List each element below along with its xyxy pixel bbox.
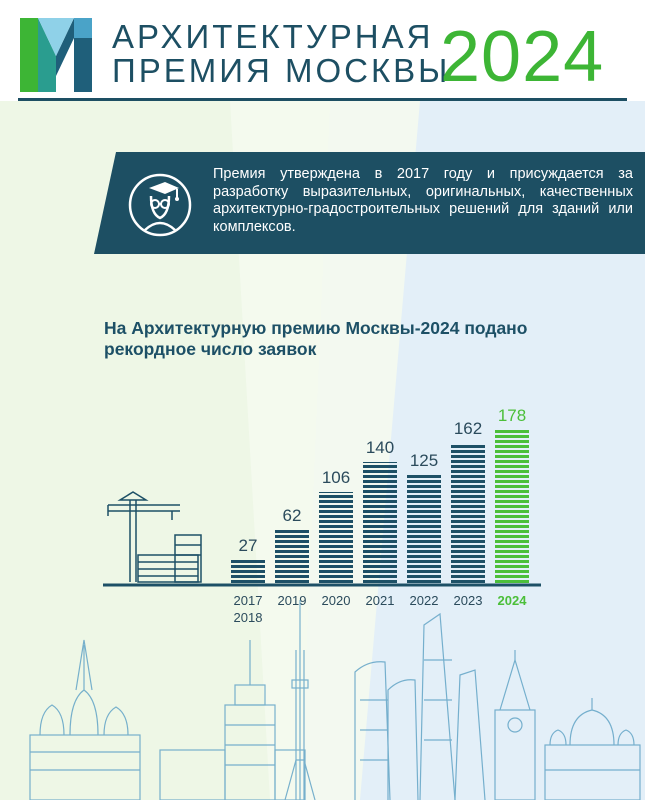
bar-2024 bbox=[495, 430, 529, 583]
bar-chart bbox=[0, 380, 645, 630]
chart-title: На Архитектурную премию Москвы-2024 подано рекордное число заявок bbox=[104, 318, 528, 359]
value-label-2019: 62 bbox=[282, 506, 302, 525]
bar-2020 bbox=[319, 492, 353, 583]
value-label-2024: 178 bbox=[497, 406, 527, 425]
category-label-2019: 2019 bbox=[277, 593, 307, 608]
bar-2017 bbox=[231, 560, 265, 583]
skyscrapers-illustration bbox=[355, 614, 485, 800]
bar-2019 bbox=[275, 530, 309, 583]
brand-logo bbox=[20, 18, 92, 92]
kremlin-tower-illustration bbox=[495, 650, 535, 800]
category-label-2018: 2018 bbox=[233, 610, 263, 625]
category-label-2022: 2022 bbox=[409, 593, 439, 608]
tower-building-illustration bbox=[160, 640, 305, 800]
bar-2021 bbox=[363, 462, 397, 583]
bar-2023 bbox=[451, 443, 485, 583]
bar-2022 bbox=[407, 475, 441, 583]
category-label-2020: 2020 bbox=[321, 593, 351, 608]
title-line-2: ПРЕМИЯ МОСКВЫ bbox=[112, 52, 451, 89]
category-label-2017: 2017 bbox=[233, 593, 263, 608]
value-label-2017: 27 bbox=[238, 536, 258, 555]
title-line-1: АРХИТЕКТУРНАЯ bbox=[112, 18, 434, 55]
value-label-2022: 125 bbox=[409, 451, 439, 470]
value-label-2023: 162 bbox=[453, 419, 483, 438]
header-divider bbox=[18, 98, 627, 101]
domed-cathedral-illustration bbox=[545, 698, 640, 800]
value-label-2020: 106 bbox=[321, 468, 351, 487]
moscow-skyline-illustration bbox=[0, 600, 645, 800]
cathedral-illustration bbox=[30, 640, 140, 800]
title-year: 2024 bbox=[440, 17, 605, 97]
value-label-2021: 140 bbox=[365, 438, 395, 457]
header bbox=[0, 0, 645, 100]
tv-tower-illustration bbox=[285, 600, 315, 800]
banner-text: Премия утверждена в 2017 году и присуждается за разработку выразительных, оригинальных, качественных архитектурно-градостроительных решений для зданий или комплексов. bbox=[213, 166, 633, 235]
category-label-2024: 2024 bbox=[497, 593, 527, 608]
category-label-2021: 2021 bbox=[365, 593, 395, 608]
crane-illustration bbox=[108, 492, 201, 582]
graduate-icon bbox=[127, 172, 193, 238]
category-label-2023: 2023 bbox=[453, 593, 483, 608]
